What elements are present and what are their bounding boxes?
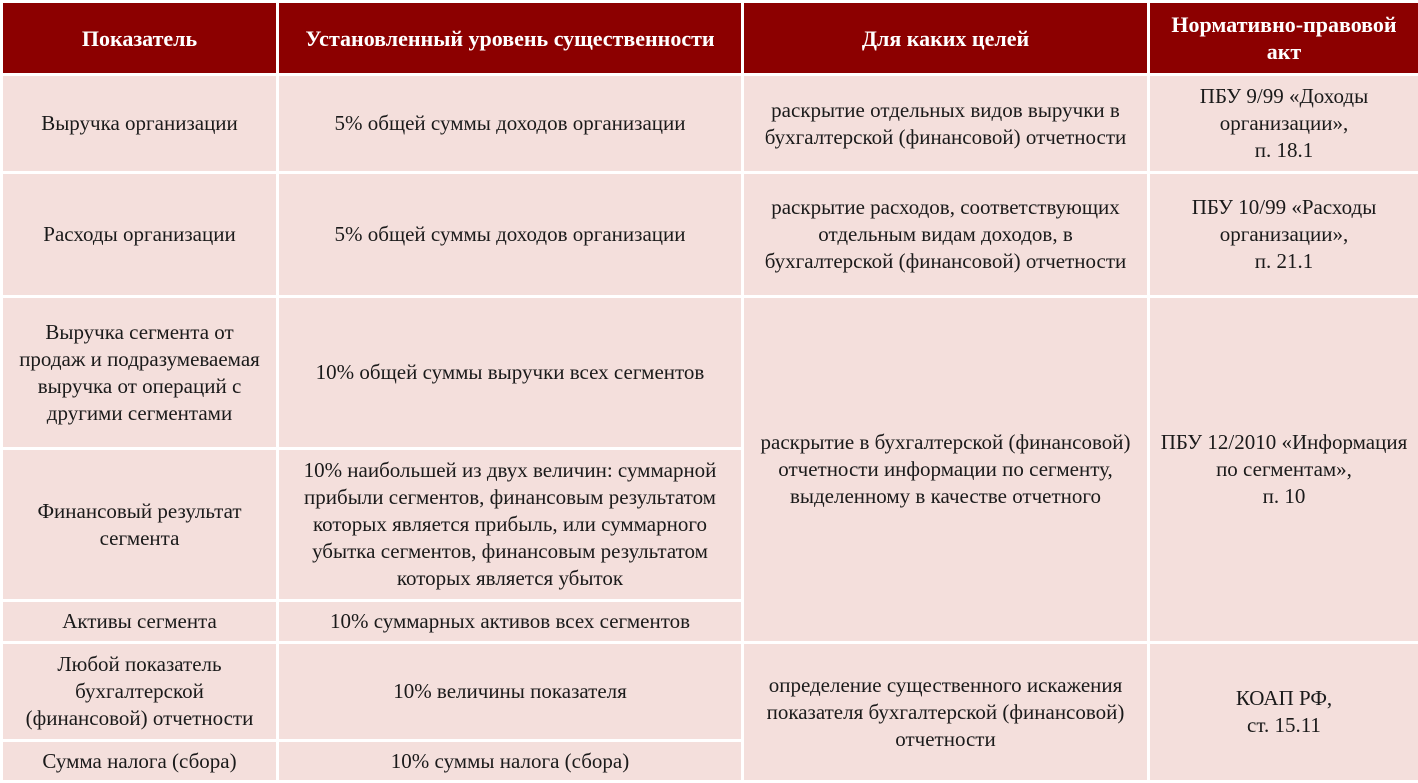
cell-act-line: ПБУ 9/99 «Доходы организации», xyxy=(1160,83,1408,137)
cell-purpose: раскрытие в бухгалтерской (финансовой) отчетности информации по сегменту, выделенному в качестве отчетного xyxy=(743,297,1149,643)
table-row xyxy=(2,297,1418,449)
header-legal-act: Нормативно-правовой акт xyxy=(1149,2,1418,75)
table-row xyxy=(2,173,1418,297)
header-indicator: Показатель xyxy=(2,2,278,75)
cell-act xyxy=(1149,173,1418,297)
cell-act-line: п. 10 xyxy=(1160,483,1408,510)
cell-act xyxy=(1149,297,1418,643)
cell-purpose: раскрытие расходов, соответствующих отдельным видам доходов, в бухгалтерской (финансовой) отчетности xyxy=(743,173,1149,297)
cell-act xyxy=(1149,75,1418,173)
cell-level: 10% суммарных активов всех сегментов xyxy=(278,601,743,643)
table-row xyxy=(2,643,1418,741)
cell-act-line: КОАП РФ, xyxy=(1160,685,1408,712)
cell-level: 10% суммы налога (сбора) xyxy=(278,741,743,782)
header-materiality-level: Установленный уровень существенности xyxy=(278,2,743,75)
cell-indicator: Активы сегмента xyxy=(2,601,278,643)
cell-purpose: раскрытие отдельных видов выручки в бухгалтерской (финансовой) отчетности xyxy=(743,75,1149,173)
cell-level: 5% общей суммы доходов организации xyxy=(278,75,743,173)
cell-level: 5% общей суммы доходов организации xyxy=(278,173,743,297)
cell-level: 10% общей суммы выручки всех сегментов xyxy=(278,297,743,449)
cell-act-line: п. 21.1 xyxy=(1160,248,1408,275)
cell-level: 10% величины показателя xyxy=(278,643,743,741)
cell-indicator: Расходы организации xyxy=(2,173,278,297)
cell-purpose: определение существенного искажения показателя бухгалтерской (финансовой) отчетности xyxy=(743,643,1149,782)
table-row xyxy=(2,75,1418,173)
cell-act-line: ст. 15.11 xyxy=(1160,712,1408,739)
cell-indicator: Выручка сегмента от продаж и подразумеваемая выручка от операций с другими сегментами xyxy=(2,297,278,449)
cell-act-line: ПБУ 10/99 «Расходы организации», xyxy=(1160,194,1408,248)
cell-indicator: Финансовый результат сегмента xyxy=(2,449,278,601)
cell-act xyxy=(1149,643,1418,782)
cell-level: 10% наибольшей из двух величин: суммарной прибыли сегментов, финансовым результатом которых является прибыль, или суммарного убытка сегментов, финансовым результатом которых является убыток xyxy=(278,449,743,601)
header-purpose: Для каких целей xyxy=(743,2,1149,75)
cell-indicator: Любой показатель бухгалтерской (финансовой) отчетности xyxy=(2,643,278,741)
cell-act-line: ПБУ 12/2010 «Информация по сегментам», xyxy=(1160,429,1408,483)
cell-act-line: п. 18.1 xyxy=(1160,137,1408,164)
cell-indicator: Сумма налога (сбора) xyxy=(2,741,278,782)
cell-indicator: Выручка организации xyxy=(2,75,278,173)
header-row xyxy=(2,2,1418,75)
